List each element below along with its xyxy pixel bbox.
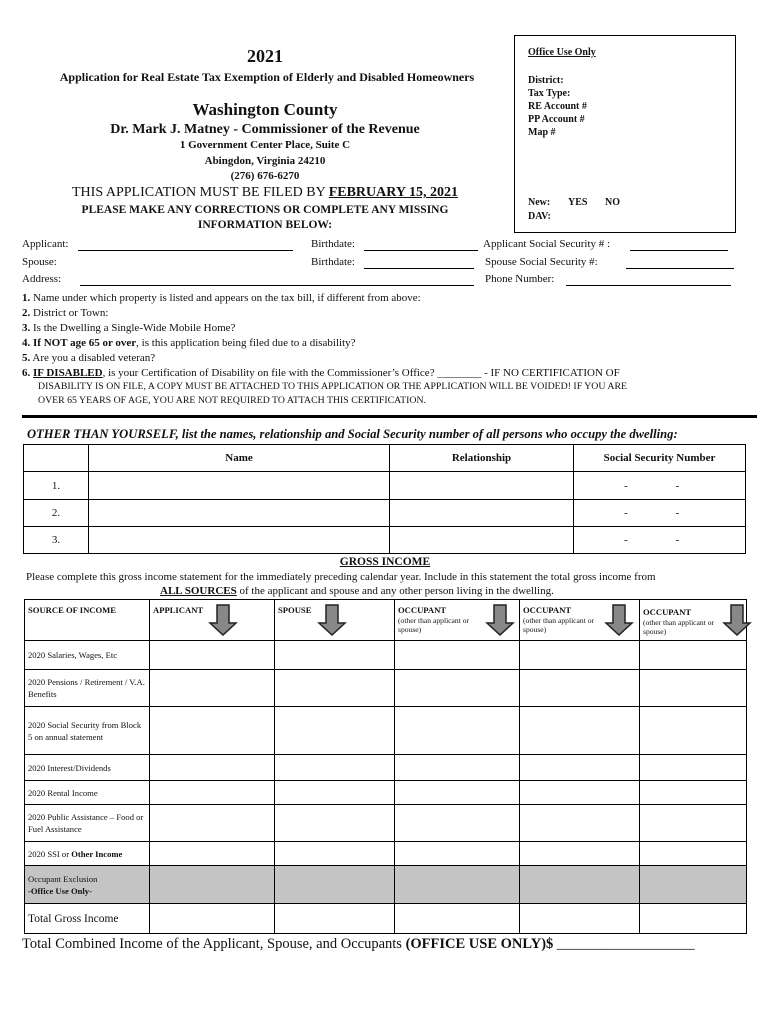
occupant-ssn-cell[interactable]: - - xyxy=(574,527,746,554)
col-applicant: APPLICANT xyxy=(150,600,275,641)
spouse-label: Spouse: xyxy=(22,256,57,268)
income-row: 2020 Salaries, Wages, Etc xyxy=(25,641,747,670)
col-relationship: Relationship xyxy=(390,445,574,472)
down-arrow-icon xyxy=(485,603,515,637)
deadline-date: FEBRUARY 15, 2021 xyxy=(328,185,458,200)
question-5: 5. Are you a disabled veteran? xyxy=(22,352,156,364)
spouse-ssn-label: Spouse Social Security #: xyxy=(485,256,598,268)
down-arrow-icon xyxy=(722,603,752,637)
col-ssn: Social Security Number xyxy=(574,445,746,472)
occupants-table xyxy=(23,444,746,554)
spouse-birthdate-label: Birthdate: xyxy=(311,256,355,268)
office-new: New: xyxy=(528,197,551,208)
spouse-ssn-field[interactable] xyxy=(626,268,734,269)
office-address-line2: Abingdon, Virginia 24210 xyxy=(204,155,326,167)
address-field[interactable] xyxy=(80,285,474,286)
office-pp-account: PP Account # xyxy=(528,114,585,125)
office-address-line1: 1 Government Center Place, Suite C xyxy=(179,139,351,151)
question-6-line3: OVER 65 YEARS OF AGE, YOU ARE NOT REQUIRED TO ATTACH THIS CERTIFICATION. xyxy=(38,395,426,406)
gross-income-title: GROSS INCOME xyxy=(339,556,431,568)
question-2: 2. District or Town: xyxy=(22,307,109,319)
income-row: 2020 Pensions / Retirement / V.A. Benefits xyxy=(25,670,747,707)
occupant-relationship-cell[interactable] xyxy=(390,527,574,554)
total-gross-income-row: Total Gross Income xyxy=(25,904,747,934)
income-row: 2020 Rental Income xyxy=(25,781,747,805)
phone-label: Phone Number: xyxy=(485,273,555,285)
applicant-birthdate-field[interactable] xyxy=(364,250,478,251)
office-map: Map # xyxy=(528,127,556,138)
income-table xyxy=(24,599,747,934)
section-divider xyxy=(22,415,757,418)
col-name: Name xyxy=(89,445,390,472)
occupant-ssn-cell[interactable]: - - xyxy=(574,472,746,500)
county-name: Washington County xyxy=(192,100,338,119)
income-row: 2020 Social Security from Block 5 on annual statement xyxy=(25,707,747,755)
occupant-row: 1. - - xyxy=(24,472,746,500)
col-occupant-3: OCCUPANT (other than applicant or spouse) xyxy=(640,600,747,641)
down-arrow-icon xyxy=(604,603,634,637)
gross-income-intro2: ALL SOURCES of the applicant and spouse and any other person living in the dwelling. xyxy=(160,585,554,597)
office-yes: YES xyxy=(568,197,588,208)
total-combined-income: Total Combined Income of the Applicant, Spouse, and Occupants (OFFICE USE ONLY)$ ___________________ xyxy=(22,936,695,952)
occupant-name-cell[interactable] xyxy=(89,500,390,527)
form-year: 2021 xyxy=(247,46,283,66)
occupant-exclusion-row: Occupant Exclusion -Office Use Only- xyxy=(25,866,747,904)
occupant-name-cell[interactable] xyxy=(89,472,390,500)
address-label: Address: xyxy=(22,273,62,285)
office-district: District: xyxy=(528,75,564,86)
applicant-ssn-label: Applicant Social Security # : xyxy=(483,238,611,250)
occupant-row: 2. - - xyxy=(24,500,746,527)
instruction-line2: INFORMATION BELOW: xyxy=(197,219,333,231)
question-4: 4. If NOT age 65 or over, is this application being filed due to a disability? xyxy=(22,337,356,349)
down-arrow-icon xyxy=(317,603,347,637)
occupant-name-cell[interactable] xyxy=(89,527,390,554)
col-spouse: SPOUSE xyxy=(275,600,395,641)
occupants-heading: OTHER THAN YOURSELF, list the names, relationship and Social Security number of all persons who occupy the dwelling: xyxy=(27,427,678,441)
deadline-prefix: THIS APPLICATION MUST BE FILED BY xyxy=(72,185,326,200)
office-no: NO xyxy=(605,197,620,208)
filing-deadline xyxy=(20,185,510,201)
question-1: 1. Name under which property is listed and appears on the tax bill, if different from above: xyxy=(22,292,421,304)
applicant-label: Applicant: xyxy=(22,238,69,250)
income-row: 2020 Public Assistance – Food or Fuel Assistance xyxy=(25,805,747,842)
commissioner-name: Dr. Mark J. Matney - Commissioner of the Revenue xyxy=(110,122,420,137)
office-use-title: Office Use Only xyxy=(528,47,596,58)
gross-income-intro1: Please complete this gross income statement for the immediately preceding calendar year. Include in this statement the total gross income from xyxy=(26,571,656,583)
occupant-relationship-cell[interactable] xyxy=(390,500,574,527)
form-title: Application for Real Estate Tax Exemption of Elderly and Disabled Homeowners xyxy=(59,70,475,84)
applicant-birthdate-label: Birthdate: xyxy=(311,238,355,250)
occupant-relationship-cell[interactable] xyxy=(390,472,574,500)
office-re-account: RE Account # xyxy=(528,101,587,112)
phone-field[interactable] xyxy=(566,285,731,286)
office-dav: DAV: xyxy=(528,211,551,222)
question-6-line2: DISABILITY IS ON FILE, A COPY MUST BE ATTACHED TO THIS APPLICATION OR THE APPLICATION WILL BE VOIDED! IF YOU ARE xyxy=(38,381,627,392)
question-3: 3. Is the Dwelling a Single-Wide Mobile Home? xyxy=(22,322,236,334)
office-tax-type: Tax Type: xyxy=(528,88,571,99)
instruction-line1: PLEASE MAKE ANY CORRECTIONS OR COMPLETE ANY MISSING xyxy=(81,204,449,216)
office-phone: (276) 676-6270 xyxy=(230,170,300,182)
occupant-row: 3. - - xyxy=(24,527,746,554)
spouse-birthdate-field[interactable] xyxy=(364,268,474,269)
occupant-ssn-cell[interactable]: - - xyxy=(574,500,746,527)
income-row: 2020 Interest/Dividends xyxy=(25,755,747,781)
applicant-name-field[interactable] xyxy=(78,250,293,251)
col-occupant-1: OCCUPANT (other than applicant or spouse) xyxy=(395,600,520,641)
income-row: 2020 SSI or Other Income xyxy=(25,842,747,866)
applicant-ssn-field[interactable] xyxy=(630,250,728,251)
down-arrow-icon xyxy=(208,603,238,637)
col-source: SOURCE OF INCOME xyxy=(25,600,150,641)
col-occupant-2: OCCUPANT (other than applicant or spouse) xyxy=(520,600,640,641)
office-use-box xyxy=(514,35,736,233)
question-6: 6. IF DISABLED, is your Certification of Disability on file with the Commissioner’s Office? ________ - IF NO CERTIFICATION OF xyxy=(22,367,620,379)
